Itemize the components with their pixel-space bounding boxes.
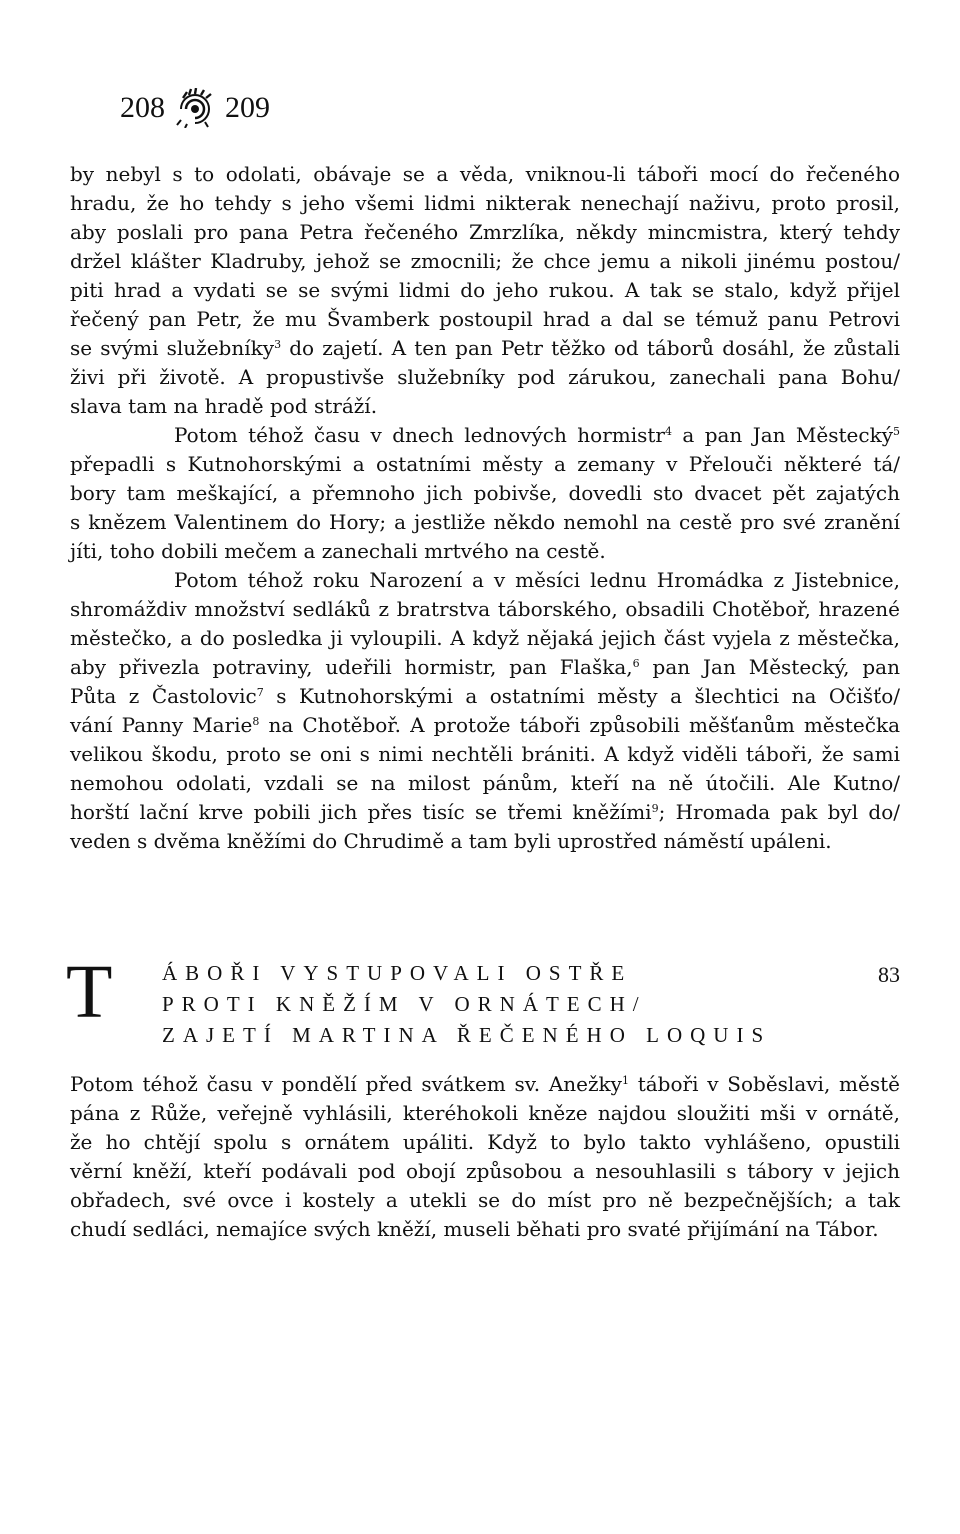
text-fragment: do zajetí. A ten pan Petr těžko od táborů dosáhl, že zůstali bbox=[281, 336, 901, 360]
text-line: slava tam na hradě pod stráží. bbox=[70, 394, 378, 418]
text-line: nemohou odolati, vzdali se na milost pánům, kteří na ně útočili. Ale Kutno/ bbox=[70, 771, 900, 795]
text-line: velikou škodu, proto se oni s nimi nechtěli brániti. A když viděli táboři, že sami bbox=[70, 742, 900, 766]
text-fragment: se svými služebníky bbox=[70, 336, 275, 360]
drop-cap: T bbox=[66, 950, 113, 1034]
text-line: veden s dvěma kněžími do Chrudimě a tam byli uprostřed náměstí upáleni. bbox=[70, 829, 832, 853]
footnote-marker: 8 bbox=[252, 715, 260, 728]
text-line: s knězem Valentinem do Hory; a jestliže někdo nemohl na cestě pro své zranění bbox=[70, 510, 900, 534]
right-page-number: 209 bbox=[225, 91, 270, 124]
chapter-heading bbox=[66, 950, 906, 1058]
footnote-marker: 3 bbox=[274, 338, 282, 351]
page-header bbox=[120, 88, 270, 128]
text-line: že ho chtějí spolu s ornátem upáliti. Když to bylo takto vyhlášeno, opustili bbox=[70, 1130, 900, 1154]
text-line: chudí sedláci, nemajíce svých kněží, museli běhati pro svaté přijímání na Tábor. bbox=[70, 1217, 879, 1241]
text-line: piti hrad a vydati se se svými lidmi do jeho rukou. A tak se stalo, když přijel bbox=[70, 278, 900, 302]
text-line: přepadli s Kutnohorskými a ostatními městy a zemany v Přelouči některé tá/ bbox=[70, 452, 900, 476]
footnote-marker: 5 bbox=[893, 425, 901, 438]
text-line: držel klášter Kladruby, jehož se zmocnili; že chce jemu a nikoli jinému postou/ bbox=[70, 249, 900, 273]
text-line bbox=[70, 682, 900, 711]
text-line: Potom téhož roku Narození a v měsíci lednu Hromádka z Jistebnice, bbox=[174, 568, 900, 592]
text-line: městečko, a do posledka ji vyloupili. A když nějaká jejich část vyjela z městečka, bbox=[70, 626, 900, 650]
text-line: živi při životě. A propustivše služebníky pod zárukou, zanechali pana Bohu/ bbox=[70, 365, 900, 389]
chapter-title-line: ÁBOŘI VYSTUPOVALI OSTŘE bbox=[162, 961, 633, 985]
spiral-ornament-icon bbox=[175, 88, 215, 128]
text-fragment: a pan Jan Městecký bbox=[671, 423, 894, 447]
footnote-marker: 6 bbox=[632, 657, 640, 670]
text-fragment: Potom téhož času v pondělí před svátkem sv. Anežky bbox=[70, 1072, 622, 1096]
footnote-marker: 1 bbox=[621, 1074, 629, 1087]
text-fragment: horští lační krve pobili jich přes tisíc se třemi kněžími bbox=[70, 800, 652, 824]
chapter-title-line: ZAJETÍ MARTINA ŘEČENÉHO LOQUIS bbox=[162, 1023, 772, 1047]
footnote-marker: 9 bbox=[651, 802, 659, 815]
text-line bbox=[70, 653, 900, 682]
chapter-title-line: PROTI KNĚŽÍM V ORNÁTECH/ bbox=[162, 992, 647, 1016]
text-line: hradu, že ho tehdy s jeho všemi lidmi nikterak nenechají naživu, proto prosil, bbox=[70, 191, 900, 215]
chapter-number: 83 bbox=[878, 962, 900, 987]
chapter-title bbox=[162, 958, 771, 1051]
text-fragment: pan Jan Městecký, pan bbox=[639, 655, 900, 679]
text-line bbox=[70, 798, 900, 827]
text-fragment: na Chotěboř. A protože táboři způsobili měšťanům městečka bbox=[259, 713, 901, 737]
text-line bbox=[70, 1070, 900, 1099]
footnote-marker: 7 bbox=[256, 686, 264, 699]
body-text-section-2 bbox=[70, 1070, 900, 1244]
text-line: aby poslali pro pana Petra řečeného Zmrzlíka, někdy mincmistra, který tehdy bbox=[70, 220, 900, 244]
text-line: pána z Růže, veřejně vyhlásili, kteréhokoli kněze najdou sloužiti mši v ornátě, bbox=[70, 1101, 900, 1125]
text-line: obřadech, své ovce i kostely a utekli se do míst pro ně bezpečnějších; a tak bbox=[70, 1188, 900, 1212]
text-fragment: Půta z Častolovic bbox=[70, 684, 257, 708]
left-page-number: 208 bbox=[120, 91, 165, 124]
text-line: řečený pan Petr, že mu Švamberk postoupil hrad a dal se témuž panu Petrovi bbox=[70, 307, 900, 331]
footnote-marker: 4 bbox=[664, 425, 672, 438]
text-line: bory tam meškající, a přemnoho jich pobivše, dovedli sto dvacet pět zajatých bbox=[70, 481, 900, 505]
text-fragment: aby přivezla potraviny, udeřili hormistr, pan Flaška, bbox=[70, 655, 633, 679]
body-text-section-1 bbox=[70, 160, 900, 856]
text-line bbox=[70, 421, 900, 450]
text-fragment: s Kutnohorskými a ostatními městy a šlechtici na Očišťo/ bbox=[263, 684, 900, 708]
text-line bbox=[70, 334, 900, 363]
text-fragment: ; Hromada pak byl do/ bbox=[658, 800, 900, 824]
text-line: by nebyl s to odolati, obávaje se a věda, vniknou-li táboři mocí do řečeného bbox=[70, 162, 900, 186]
text-fragment: Potom téhož času v dnech lednových hormistr bbox=[174, 423, 665, 447]
text-fragment: táboři v Soběslavi, městě bbox=[628, 1072, 900, 1096]
text-line bbox=[70, 711, 900, 740]
text-fragment: vání Panny Marie bbox=[70, 713, 253, 737]
text-line: jíti, toho dobili mečem a zanechali mrtvého na cestě. bbox=[70, 539, 606, 563]
text-line: shromáždiv množství sedláků z bratrstva táborského, obsadili Chotěboř, hrazené bbox=[70, 597, 900, 621]
text-line: věrní kněží, kteří podávali pod obojí způsobou a nesouhlasili s tábory v jejich bbox=[70, 1159, 900, 1183]
